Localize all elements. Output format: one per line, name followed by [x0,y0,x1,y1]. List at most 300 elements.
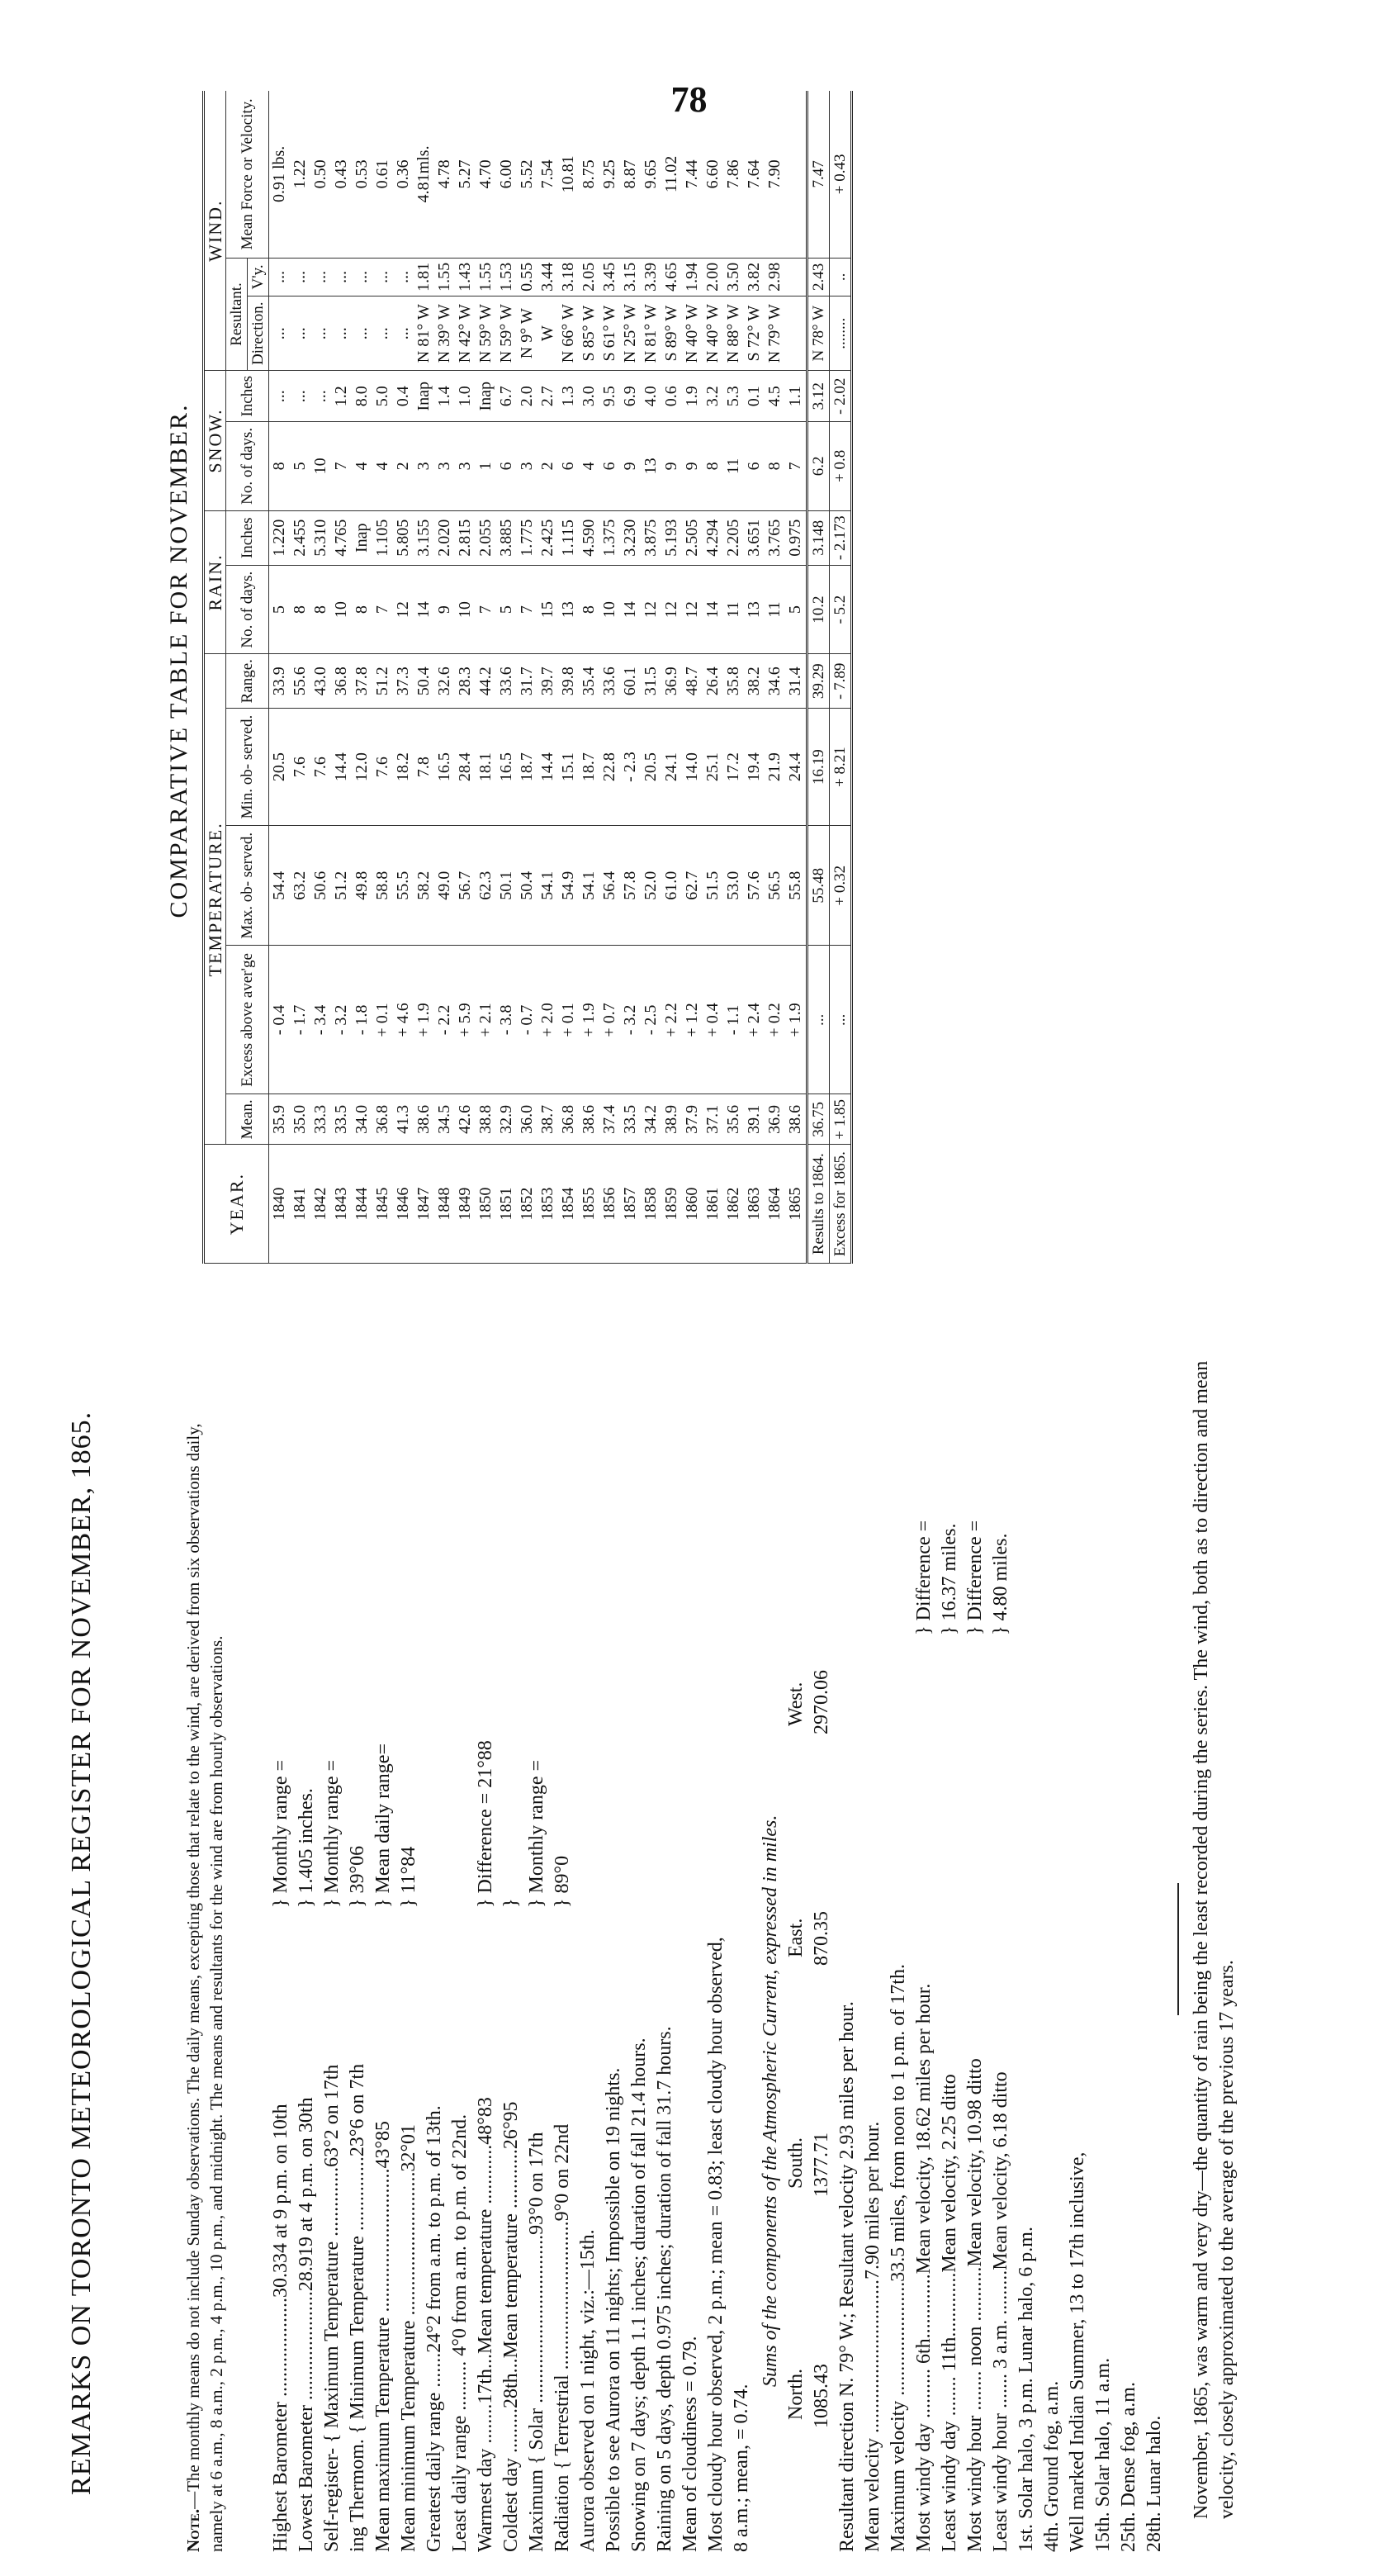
table-cell: 7.8 [414,709,434,826]
col-range: Range. [226,654,269,709]
table-cell: 4 [372,422,393,510]
table-cell [785,297,807,371]
table-cell: 7.6 [290,709,310,826]
table-cell: 1856 [599,1145,620,1264]
table-row [579,91,599,1264]
table-cell: 51.2 [372,654,393,709]
table-cell: 1.81 [414,258,434,296]
table-cell: 3.155 [414,510,434,565]
table-cell: 38.6 [785,1094,807,1145]
table-cell: 7.44 [682,91,703,258]
table-cell: 6 [558,422,579,510]
table-cell: 25.1 [703,709,723,826]
table-cell: 13 [641,422,661,510]
group-temperature: TEMPERATURE. [204,654,226,1145]
table-cell: 9 [620,422,641,510]
remark-text: Maximum { Solar ..................................93°0 on 17th [526,2132,547,2552]
summary-cell: 6.2 [807,422,830,510]
table-cell: S 72° W [744,297,765,371]
table-cell: + 1.9 [414,946,434,1094]
table-cell: 8 [579,565,599,653]
excess-cell: + 0.8 [830,422,852,510]
table-cell: 12.0 [352,709,372,826]
table-cell: 18.7 [579,709,599,826]
table-row [310,91,331,1264]
summary-cell: 3.12 [807,371,830,422]
table-cell: 1844 [352,1145,372,1264]
table-cell: S 85° W [579,297,599,371]
table-cell: 35.4 [579,654,599,709]
table-cell: 5 [785,565,807,653]
table-cell: N 40° W [682,297,703,371]
wind-remark-text: Least windy hour ....... 3 a.m. .........Mean velocity, 6.18 ditto [990,2071,1011,2552]
table-cell: + 1.9 [785,946,807,1094]
table-cell: 1.1 [785,371,807,422]
table-cell: 10.81 [558,91,579,258]
table-cell: 20.5 [641,709,661,826]
remark-line [294,1346,320,2552]
table-cell: 1.43 [455,258,476,296]
table-cell: 6 [496,422,517,510]
table-cell: - 2.3 [620,709,641,826]
table-cell: 3.885 [496,510,517,565]
table-cell: ... [310,297,331,371]
table-cell: 21.9 [765,709,785,826]
table-cell: 0.53 [352,91,372,258]
sums-directions [784,1346,809,2552]
table-cell: 1.775 [517,510,537,565]
table-row [476,91,496,1264]
table-cell: 1851 [496,1145,517,1264]
table-cell: 38.2 [744,654,765,709]
remark-text: Most cloudy hour observed, 2 p.m.; mean = 0.83; least cloudy hour observed, [705,1937,727,2552]
table-cell: - 2.5 [641,946,661,1094]
summary-label: Results to 1864. [807,1145,830,1264]
excess-cell: + 8.21 [830,709,852,826]
table-row [537,91,558,1264]
table-cell: N 59° W [476,297,496,371]
col-velocity: V'y. [248,258,269,296]
sums-value: 870.35 [811,1911,832,1966]
table-cell: 3 [414,422,434,510]
table-cell: 62.7 [682,826,703,946]
table-cell: 1845 [372,1145,393,1264]
table-cell: 1855 [579,1145,599,1264]
table-cell: 7 [331,422,352,510]
table-cell: 32.9 [496,1094,517,1145]
page-number: 78 [670,79,708,120]
table-cell: 1846 [393,1145,414,1264]
event-line [1142,1346,1167,2552]
table-cell: 8 [765,422,785,510]
table-cell: 36.8 [372,1094,393,1145]
table-cell: 8 [290,565,310,653]
table-cell: + 2.0 [537,946,558,1094]
table-cell: ... [372,258,393,296]
remark-lines [268,1346,755,2552]
col-direction: Direction. [248,297,269,371]
table-cell: 52.0 [641,826,661,946]
table-row [517,91,537,1264]
table-row [785,91,807,1264]
table-cell: 9.65 [641,91,661,258]
table-cell: 8.87 [620,91,641,258]
remark-line [729,1346,755,2552]
table-cell: 37.3 [393,654,414,709]
table-cell: 1.2 [331,371,352,422]
table-cell: 4.5 [765,371,785,422]
table-cell: 26.4 [703,654,723,709]
comparative-table [202,91,853,1264]
table-row [620,91,641,1264]
table-cell: S 61° W [599,297,620,371]
table-cell: ... [269,258,291,296]
remark-text: Possible to see Aurora on 11 nights; Impossible on 19 nights. [603,2067,624,2552]
remark-line [422,1346,447,2552]
table-cell: 11 [723,565,744,653]
table-cell: 18.2 [393,709,414,826]
table-cell: 7 [785,422,807,510]
table-cell: 1842 [310,1145,331,1264]
table-cell: 5.0 [372,371,393,422]
table-cell: 35.9 [269,1094,291,1145]
table-cell: - 3.2 [620,946,641,1094]
table-cell: 5.193 [661,510,682,565]
table-cell: 8.0 [352,371,372,422]
remark-range: } [500,1898,522,1908]
table-cell: + 0.4 [703,946,723,1094]
sums-direction: West. [785,1682,807,1726]
table-cell: 12 [641,565,661,653]
table-cell: 15.1 [558,709,579,826]
table-cell: 35.6 [723,1094,744,1145]
table-cell: 1848 [434,1145,455,1264]
remark-text: Mean of cloudiness = 0.79. [680,2336,701,2552]
table-cell: 2.05 [579,258,599,296]
table-cell: 8.75 [579,91,599,258]
table-cell: 6.7 [496,371,517,422]
event-line [1065,1346,1091,2552]
table-cell: 5 [269,565,291,653]
table-cell: 2.425 [537,510,558,565]
table-cell: 3.45 [599,258,620,296]
table-cell: 33.6 [599,654,620,709]
table-cell: 49.8 [352,826,372,946]
excess-cell: + 0.43 [830,91,852,258]
remarks-block [268,1346,1240,2552]
table-cell: 1.55 [476,258,496,296]
table-cell: ... [393,258,414,296]
table-cell: 1.53 [496,258,517,296]
table-cell: 1.115 [558,510,579,565]
table-cell: 2.7 [537,371,558,422]
table-cell: ... [331,258,352,296]
table-cell: 50.4 [517,826,537,946]
remark-text: Self-register- { Maximum Temperature ..............63°2 on 17th [321,2064,343,2552]
table-cell: ... [290,258,310,296]
table-cell: 63.2 [290,826,310,946]
table-cell: 36.9 [661,654,682,709]
table-cell: 3.15 [620,258,641,296]
table-cell: 49.0 [434,826,455,946]
table-cell: 0.4 [393,371,414,422]
table-cell: 62.3 [476,826,496,946]
sums-direction: South. [785,2137,807,2189]
event-lines [1014,1346,1167,2552]
remark-line [268,1346,294,2552]
wind-remark-line [963,1346,988,2552]
remark-text: Radiation { Terrestrial ..............................9°0 on 22nd [552,2123,573,2552]
summary-cell: ... [807,946,830,1094]
table-cell: 3 [455,422,476,510]
table-cell: 7.90 [765,91,785,258]
table-cell: 3.230 [620,510,641,565]
summary-cell: 7.47 [807,91,830,258]
wind-remark-difference: } Difference = [913,1520,935,1635]
table-cell: 18.7 [517,709,537,826]
table-cell: 19.4 [744,709,765,826]
col-mean-force: Mean Force or Velocity. [226,91,269,258]
table-cell: 56.5 [765,826,785,946]
wind-remark-text: Most windy hour ........ noon ...........Mean velocity, 10.98 ditto [964,2058,986,2552]
table-cell: W [537,297,558,371]
table-cell: 57.8 [620,826,641,946]
table-cell: 54.1 [579,826,599,946]
remark-range: } 39°06 [347,1845,368,1908]
table-cell: 1849 [455,1145,476,1264]
table-cell: 8 [352,565,372,653]
table-cell: - 1.8 [352,946,372,1094]
remark-text: Mean maximum Temperature .............................43°85 [372,2120,394,2552]
table-cell: 60.1 [620,654,641,709]
table-cell: 24.4 [785,709,807,826]
table-cell: 34.5 [434,1094,455,1145]
note-lead: Note. [183,2508,203,2552]
table-cell: 2.505 [682,510,703,565]
group-rain: RAIN. [204,510,226,654]
table-cell: 14.4 [537,709,558,826]
table-cell: 4 [352,422,372,510]
table-cell: 1861 [703,1145,723,1264]
summary-cell: 2.43 [807,258,830,296]
table-cell: 0.36 [393,91,414,258]
table-cell: 4.81mls. [414,91,434,258]
table-cell: 10 [310,422,331,510]
table-cell: 41.3 [393,1094,414,1145]
table-cell: 1847 [414,1145,434,1264]
table-cell: 31.5 [641,654,661,709]
sums-direction: East. [785,1918,807,1957]
table-cell: 34.0 [352,1094,372,1145]
table-cell: N 39° W [434,297,455,371]
col-snow-days: No. of days. [226,422,269,510]
table-cell: N 81° W [414,297,434,371]
remark-line [652,1346,678,2552]
table-cell: 51.5 [703,826,723,946]
table-cell [785,258,807,296]
table-cell: 33.5 [620,1094,641,1145]
excess-row [830,91,852,1264]
table-cell: 38.6 [579,1094,599,1145]
summary-cell: 36.75 [807,1094,830,1145]
table-cell: 56.7 [455,826,476,946]
table-cell: 50.6 [310,826,331,946]
table-cell: 4.70 [476,91,496,258]
table-cell: 32.6 [434,654,455,709]
table-cell: + 2.2 [661,946,682,1094]
table-cell: 38.6 [414,1094,434,1145]
sums-values [809,1346,835,2552]
table-cell: 8 [310,565,331,653]
table-cell: 16.5 [434,709,455,826]
table-cell: 7.54 [537,91,558,258]
table-cell: 13 [744,565,765,653]
table-cell: 1.22 [290,91,310,258]
summary-cell: 3.148 [807,510,830,565]
table-cell: 3.0 [579,371,599,422]
table-cell: 37.4 [599,1094,620,1145]
excess-label: Excess for 1865. [830,1145,852,1264]
col-max: Max. ob- served. [226,826,269,946]
remark-line [678,1346,703,2552]
table-cell: 0.55 [517,258,537,296]
table-cell: + 2.1 [476,946,496,1094]
table-cell: N 42° W [455,297,476,371]
summary-cell: 39.29 [807,654,830,709]
table-cell: 1862 [723,1145,744,1264]
summary-cell: 16.19 [807,709,830,826]
excess-cell: + 0.32 [830,826,852,946]
table-row [269,91,291,1264]
table-cell: 11.02 [661,91,682,258]
table-cell: 38.8 [476,1094,496,1145]
table-cell: 0.50 [310,91,331,258]
table-cell: 4.65 [661,258,682,296]
table-cell: - 3.8 [496,946,517,1094]
table-cell: 1.94 [682,258,703,296]
table-cell: 5.52 [517,91,537,258]
sums-value: 2970.06 [811,1670,832,1734]
table-cell: 12 [682,565,703,653]
table-cell: 15 [537,565,558,653]
wind-remark-line [860,1346,886,2552]
table-cell: 55.8 [785,826,807,946]
table-cell: - 0.4 [269,946,291,1094]
table-cell: 2.020 [434,510,455,565]
table-row [455,91,476,1264]
table-cell: 35.0 [290,1094,310,1145]
table-cell: 53.0 [723,826,744,946]
table-cell: 0.1 [744,371,765,422]
table-cell: 0.61 [372,91,393,258]
event-line [1039,1346,1065,2552]
table-cell: 3 [434,422,455,510]
closing-paragraph: November, 1865, was warm and very dry—the quantity of rain being the least recorded during the series. The wind, both as to direction and mean velocity, closely approximated to the average of the previous 17 years. [1191,1360,1238,2519]
table-row [290,91,310,1264]
wind-remark-text: Resultant direction N. 79° W.; Resultant velocity 2.93 miles per hour. [836,2001,858,2552]
table-cell: 20.5 [269,709,291,826]
wind-remark-line [886,1346,912,2552]
table-cell: N 40° W [703,297,723,371]
table-cell: 38.9 [661,1094,682,1145]
table-cell: 1.375 [599,510,620,565]
table-cell: ... [290,297,310,371]
table-cell: 36.0 [517,1094,537,1145]
wind-remark-difference: } Difference = [964,1520,986,1635]
table-cell: 10 [331,565,352,653]
remark-line [320,1346,345,2552]
event-text: 28th. Lunar halo. [1144,2415,1165,2552]
table-cell: 0.6 [661,371,682,422]
group-resultant: Resultant. [226,258,248,371]
table-cell: 37.9 [682,1094,703,1145]
table-cell: 33.9 [269,654,291,709]
table-cell: 51.2 [331,826,352,946]
wind-remark-line [937,1346,963,2552]
table-cell: 2 [537,422,558,510]
table-cell: 50.4 [414,654,434,709]
table-cell: 3.2 [703,371,723,422]
remark-range: } Monthly range = [270,1759,291,1908]
table-cell: 3 [517,422,537,510]
sums-heading: Sums of the components of the Atmospheric Current, expressed in miles. [760,1815,781,2387]
wind-remark-difference: } 4.80 miles. [990,1533,1011,1635]
remark-range: } 89°0 [552,1855,573,1908]
table-cell: 44.2 [476,654,496,709]
table-cell: 4.590 [579,510,599,565]
table-cell: 4 [579,422,599,510]
table-cell: 14 [620,565,641,653]
rotated-page-body [58,74,1329,2552]
table-cell: 13 [558,565,579,653]
remark-range: } Monthly range = [321,1759,343,1908]
remark-line [575,1346,601,2552]
table-cell: 7 [517,565,537,653]
remark-range: } 11°84 [398,1846,419,1908]
excess-cell: + 1.85 [830,1094,852,1145]
event-text: 1st. Solar halo, 3 p.m. Lunar halo, 6 p.m. [1016,2227,1037,2552]
table-cell: N 9° W [517,297,537,371]
excess-cell: - 2.173 [830,510,852,565]
table-cell: 39.7 [537,654,558,709]
table-cell: 4.765 [331,510,352,565]
table-cell: 9.25 [599,91,620,258]
table-cell: - 2.2 [434,946,455,1094]
comparative-table-heading: COMPARATIVE TABLE FOR NOVEMBER. [165,403,192,918]
table-cell: 48.7 [682,654,703,709]
table-cell: 6 [599,422,620,510]
table-cell: 12 [661,565,682,653]
table-cell: ... [393,297,414,371]
remark-line [473,1346,499,2552]
table-cell: 1.3 [558,371,579,422]
table-cell: 6.00 [496,91,517,258]
table-cell: 37.8 [352,654,372,709]
table-cell: 14.4 [331,709,352,826]
table-row [352,91,372,1264]
table-cell: 37.1 [703,1094,723,1145]
table-cell: 16.5 [496,709,517,826]
table-cell: 28.4 [455,709,476,826]
table-cell: 1865 [785,1145,807,1264]
table-cell: 2.055 [476,510,496,565]
table-row [372,91,393,1264]
table-cell: Inap [476,371,496,422]
col-rain-days: No. of days. [226,565,269,653]
table-cell: ... [352,297,372,371]
table-cell: 3.651 [744,510,765,565]
table-cell: + 0.7 [599,946,620,1094]
